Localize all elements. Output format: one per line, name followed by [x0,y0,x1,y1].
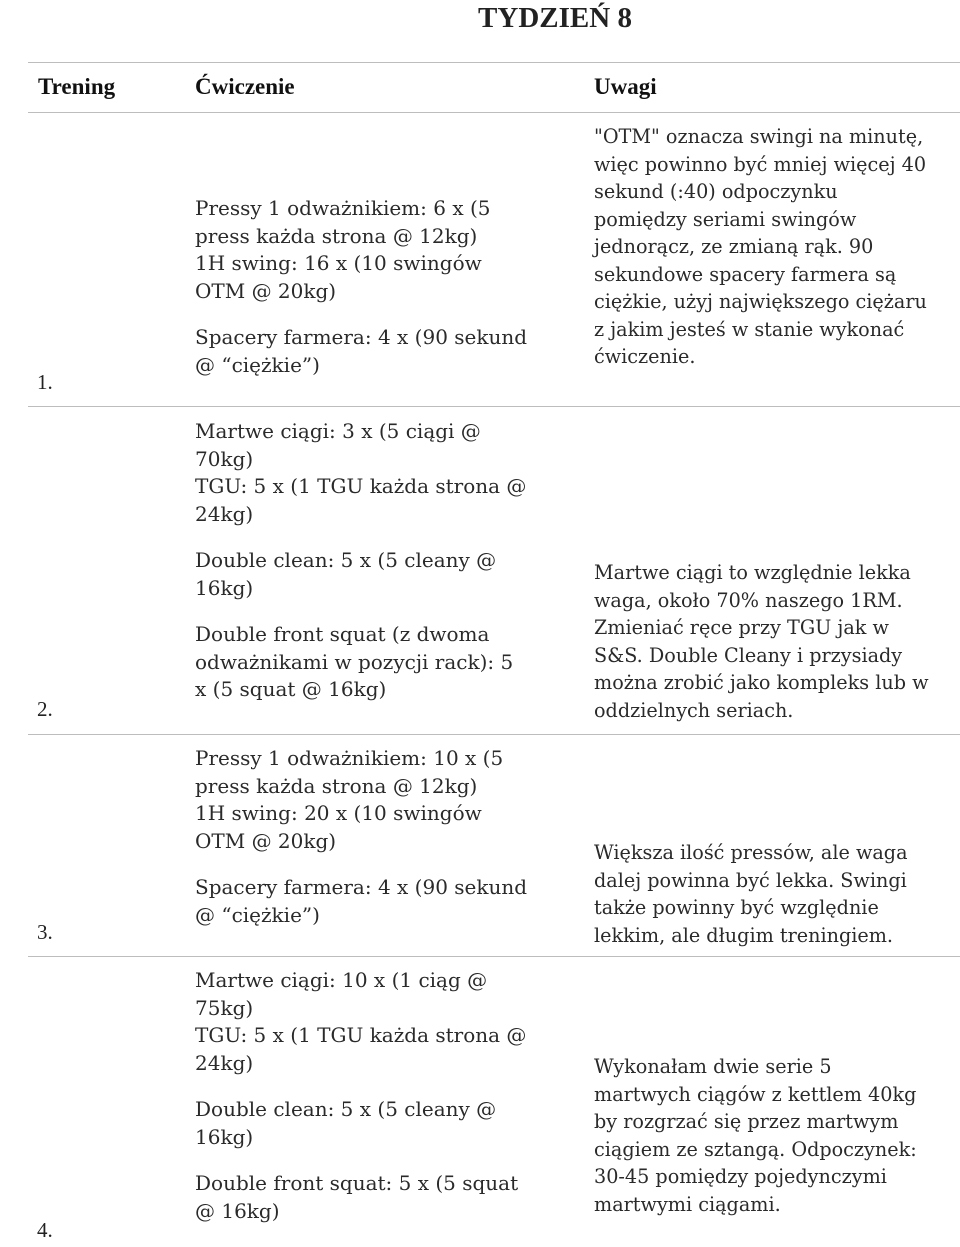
exercise-text: Pressy 1 odważnikiem: 10 x (5 press każda strona @ 12kg) 1H swing: 20 x (10 swingów OTM @ 20kg) [195,746,504,853]
exercise-cell [195,195,545,379]
exercise-text: Double front squat: 5 x (5 squat @ 16kg) [195,1171,519,1223]
notes-cell: Martwe ciągi to względnie lekka waga, około 70% naszego 1RM. Zmieniać ręce przy TGU jak w S&S. Double Cleany i przysiady można zrobić jako kompleks lub w oddzielnych seriach. [594,561,929,722]
exercise-text: Spacery farmera: 4 x (90 sekund @ “ciężkie”) [195,875,528,927]
row-divider [28,406,960,407]
header-divider [28,112,960,113]
exercise-cell [195,745,545,929]
row-number: 3. [37,920,53,944]
header-training: Trening [38,74,116,99]
exercise-cell [195,418,545,704]
row-divider [28,734,960,735]
exercise-text: Martwe ciągi: 3 x (5 ciągi @ 70kg) TGU: 5 x (1 TGU każda strona @ 24kg) [195,419,527,526]
header-exercise: Ćwiczenie [195,74,295,99]
table-top-border [28,62,960,63]
notes-cell: Większa ilość pressów, ale waga dalej powinna być lekka. Swingi także powinny być względnie lekkim, ale długim treningiem. [594,841,908,947]
notes-cell: Wykonałam dwie serie 5 martwych ciągów z kettlem 40kg by rozgrzać się przez martwym ciągiem ze sztangą. Odpoczynek: 30-45 pomiędzy pojedynczymi martwymi ciągami. [594,1055,917,1216]
row-number: 4. [37,1218,53,1242]
exercise-text: Spacery farmera: 4 x (90 sekund @ “ciężkie”) [195,325,528,377]
row-number: 2. [37,697,53,721]
notes-cell: "OTM" oznacza swingi na minutę, więc powinno być mniej więcej 40 sekund (:40) odpoczynku pomiędzy seriami swingów jednorącz, ze zmianą rąk. 90 sekundowe spacery farmera są ciężkie, użyj największego ciężaru z jakim jesteś w stanie wykonać ćwiczenie. [594,125,927,368]
row-divider [28,956,960,957]
row-number: 1. [37,370,53,394]
page-title: TYDZIEŃ 8 [478,2,632,34]
exercise-text: Double front squat (z dwoma odważnikami w pozycji rack): 5 x (5 squat @ 16kg) [195,622,514,701]
header-notes: Uwagi [594,74,657,99]
exercise-cell [195,967,545,1225]
exercise-text: Double clean: 5 x (5 cleany @ 16kg) [195,548,497,600]
exercise-text: Martwe ciągi: 10 x (1 ciąg @ 75kg) TGU: 5 x (1 TGU każda strona @ 24kg) [195,968,527,1075]
exercise-text: Pressy 1 odważnikiem: 6 x (5 press każda strona @ 12kg) 1H swing: 16 x (10 swingów OTM @ 20kg) [195,196,491,303]
exercise-text: Double clean: 5 x (5 cleany @ 16kg) [195,1097,497,1149]
